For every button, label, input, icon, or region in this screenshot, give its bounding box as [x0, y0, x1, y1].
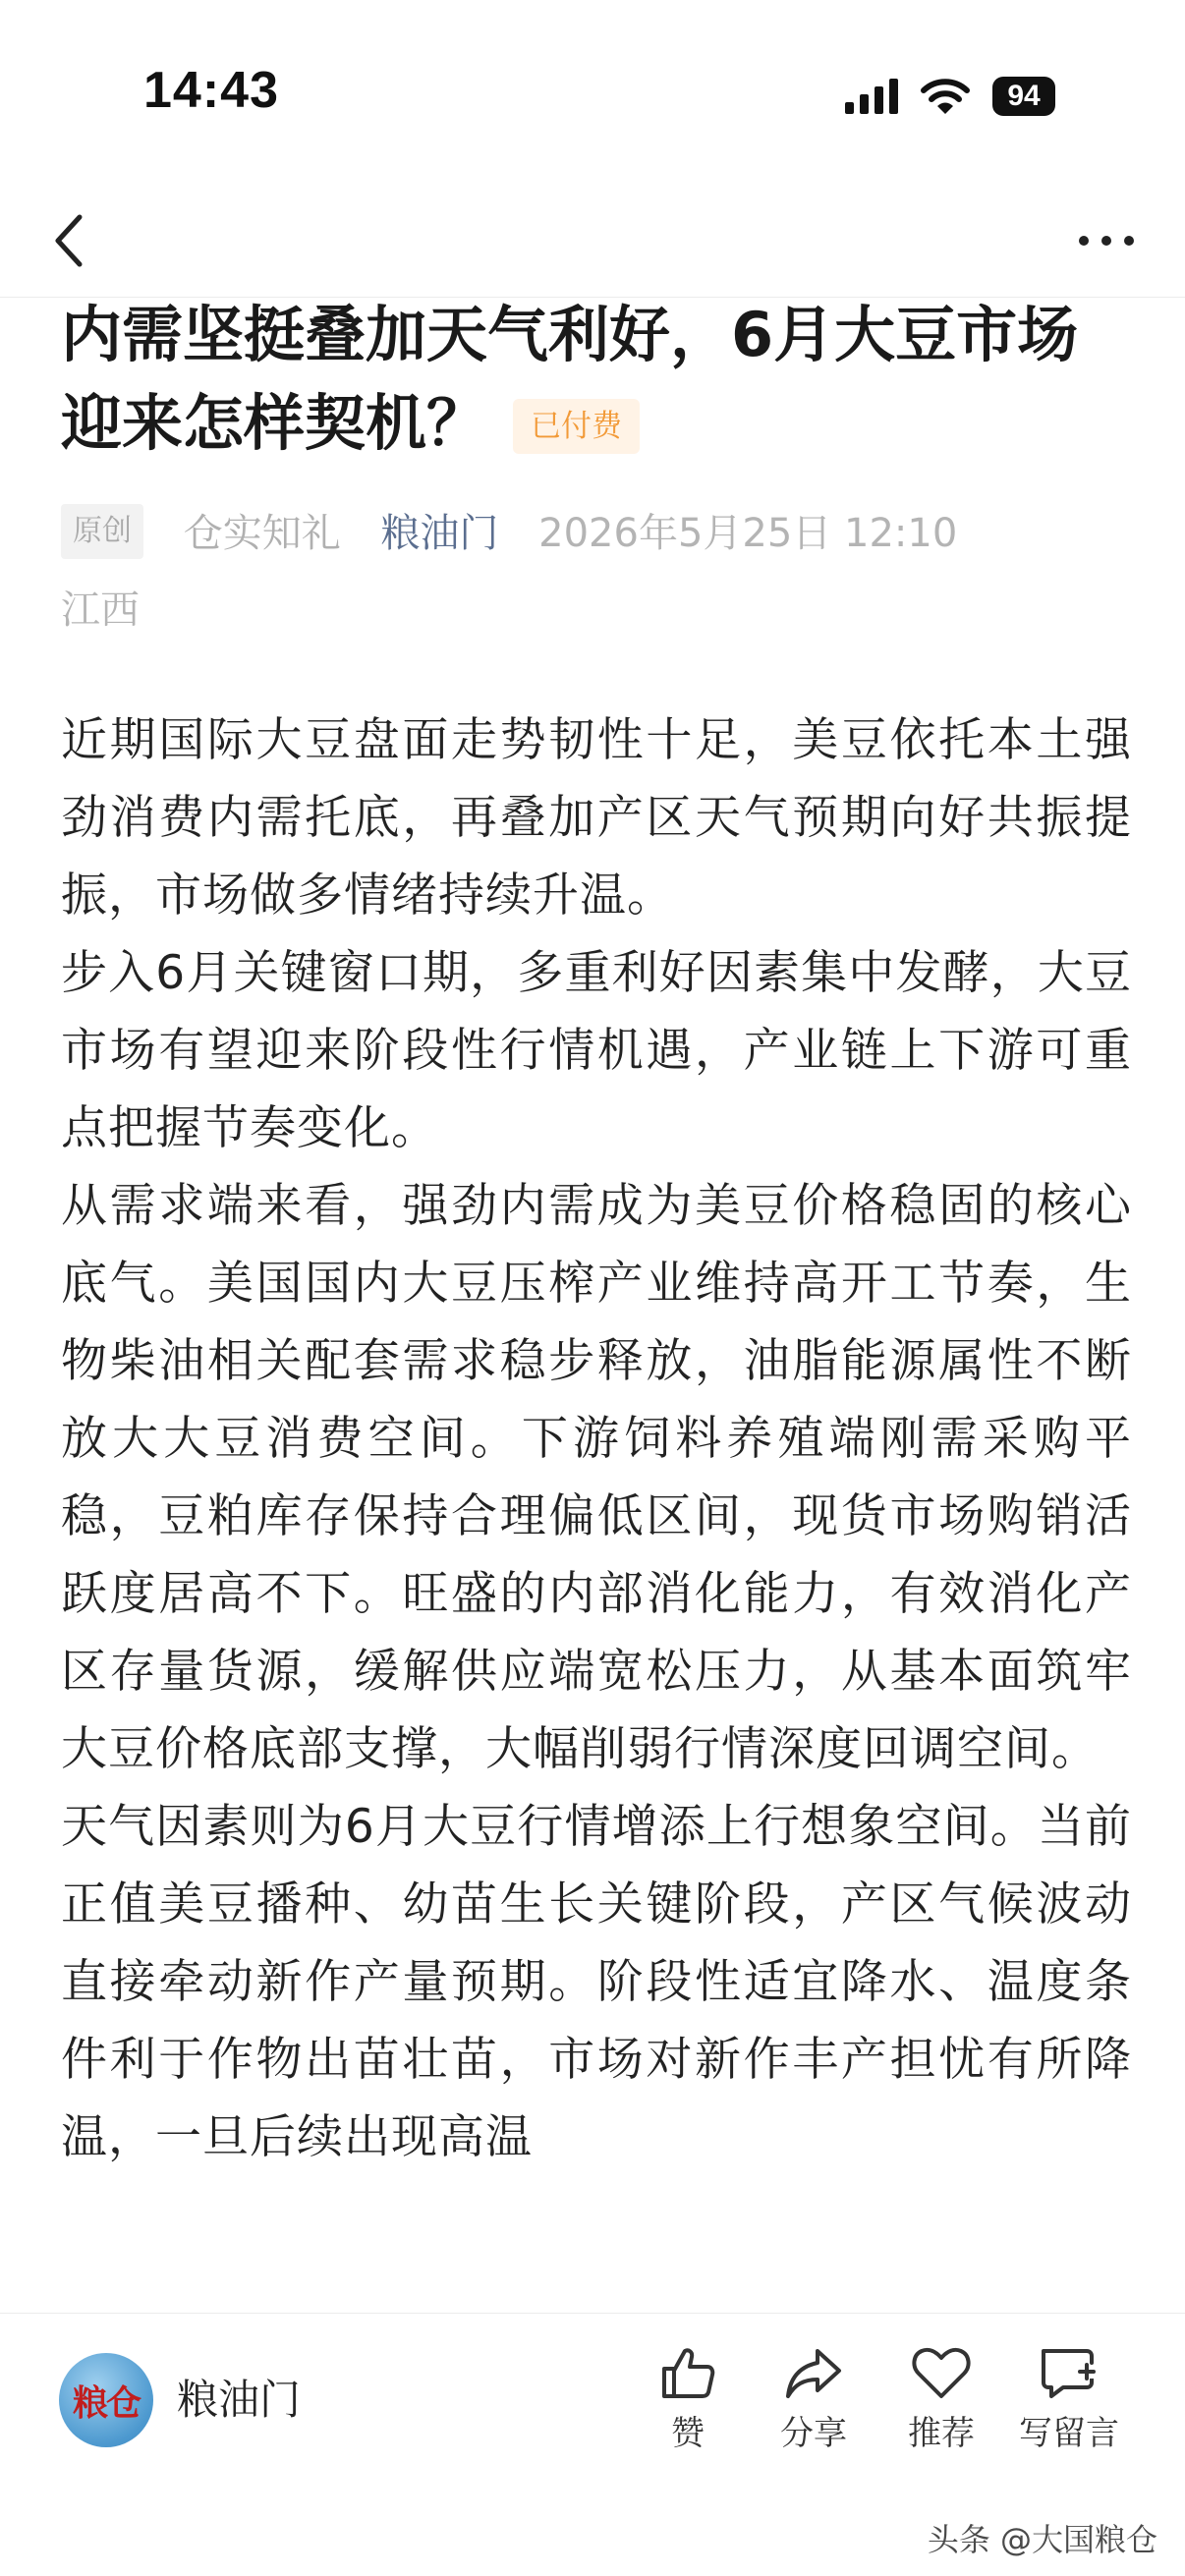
original-tag: 原创 [61, 504, 143, 559]
paid-badge: 已付费 [513, 399, 640, 454]
author-name[interactable]: 仓实知礼 [183, 511, 341, 556]
account-name[interactable]: 粮油门 [177, 2376, 302, 2424]
watermark: 头条 @大国粮仓 [927, 2521, 1157, 2558]
share-button[interactable] [745, 2343, 882, 2455]
nav-bar [0, 187, 1185, 298]
back-button[interactable] [39, 208, 98, 273]
status-time: 14:43 [143, 62, 279, 119]
status-bar [0, 0, 1185, 187]
heart-icon [911, 2343, 972, 2402]
source-account-link[interactable]: 粮油门 [380, 511, 499, 556]
share-icon [784, 2343, 843, 2402]
like-button[interactable] [619, 2343, 757, 2455]
avatar-text: 粮仓 [72, 2381, 140, 2424]
write-comment-label: 写留言 [1019, 2414, 1119, 2453]
cellular-signal-icon [845, 79, 898, 114]
write-comment-button[interactable] [1000, 2343, 1138, 2455]
publish-datetime: 2026年5月25日 12:10 [538, 511, 958, 556]
more-options-button[interactable] [1067, 208, 1146, 273]
article-paragraph: 近期国际大豆盘面走势韧性十足，美豆依托本土强劲消费内需托底，再叠加产区天气预期向好共振提振，市场做多情绪持续升温。 [61, 713, 1132, 923]
more-horizontal-icon [1077, 234, 1136, 248]
recommend-label: 推荐 [908, 2414, 975, 2453]
like-label: 赞 [671, 2414, 705, 2453]
article-paragraph: 从需求端来看，强劲内需成为美豆价格稳固的核心底气。美国国内大豆压榨产业维持高开工节奏，生物柴油相关配套需求稳步释放，油脂能源属性不断放大大豆消费空间。下游饲料养殖端刚需采购平稳，豆粕库存保持合理偏低区间，现货市场购销活跃度居高不下。旺盛的内部消化能力，有效消化产区存量货源，缓解供应端宽松压力，从基本面筑牢大豆价格底部支撑，大幅削弱行情深度回调空间。 [61, 1179, 1132, 1776]
status-icons [845, 71, 1055, 122]
comment-add-icon [1038, 2343, 1100, 2402]
bottom-toolbar [0, 2313, 1185, 2510]
thumbs-up-icon [658, 2343, 717, 2402]
article-body [61, 701, 1132, 2176]
article [61, 291, 1132, 2176]
chevron-left-icon [52, 211, 85, 270]
article-meta [61, 489, 1132, 654]
share-label: 分享 [780, 2414, 847, 2453]
publish-location: 江西 [61, 588, 140, 633]
wifi-icon [920, 77, 971, 116]
battery-badge: 94 [992, 77, 1055, 116]
article-title-text: 内需坚挺叠加天气利好，6月大豆市场迎来怎样契机？ [61, 299, 1079, 459]
article-paragraph: 步入6月关键窗口期，多重利好因素集中发酵，大豆市场有望迎来阶段性行情机遇，产业链上下游可重点把握节奏变化。 [61, 946, 1132, 1155]
account-avatar[interactable] [59, 2353, 153, 2447]
article-paragraph: 天气因素则为6月大豆行情增添上行想象空间。当前正值美豆播种、幼苗生长关键阶段，产区气候波动直接牵动新作产量预期。阶段性适宜降水、温度条件利于作物出苗壮苗，市场对新作丰产担忧有所降温，一旦后续出现高温 [61, 1800, 1132, 2164]
article-title [61, 291, 1132, 468]
recommend-button[interactable] [873, 2343, 1010, 2455]
